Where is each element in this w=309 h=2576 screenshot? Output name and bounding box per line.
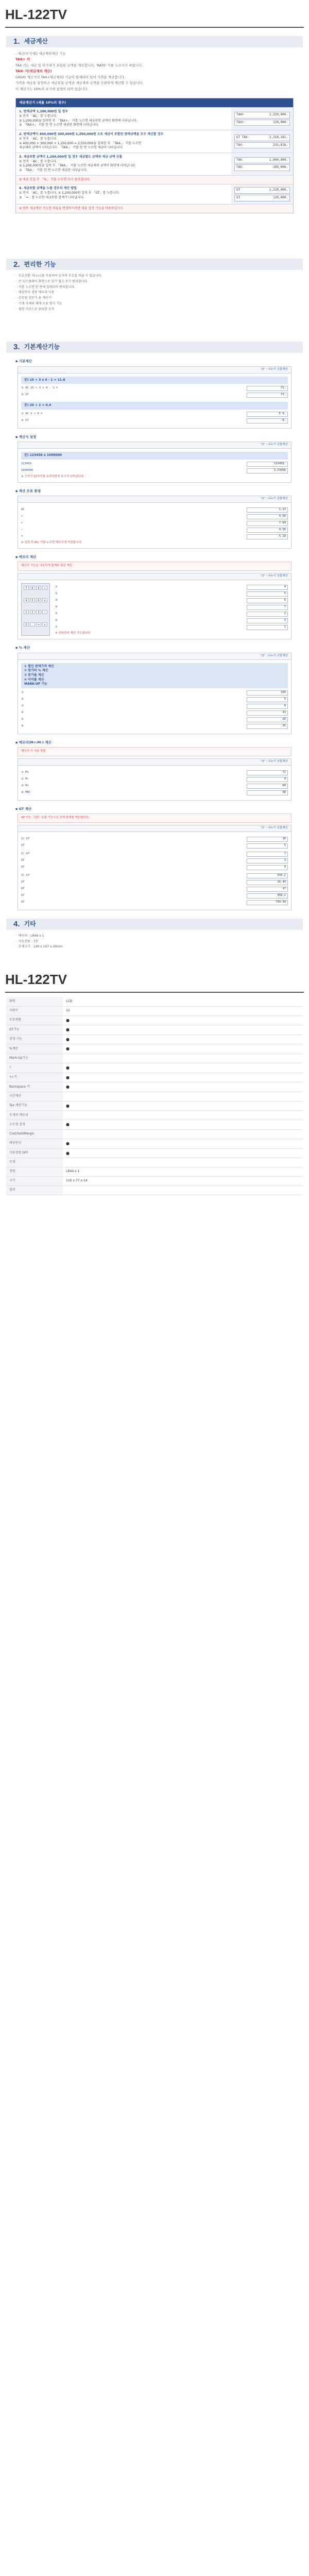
example-percent: "2" : 나누기 선불계산 ① 할인 판매가격 계산 ② 원가의 % 계산 ③ 증가율 계산 ④ 이익률 계산 MARK-UP 기능 ① 100 ② 5 ③ 8 ④ 43 ⑤ 20 ⑥ 35 bbox=[18, 653, 291, 734]
calc-note: ※ 세금 산출 후 「%」 키를 누르면 다시 돌아갑니다. bbox=[16, 175, 293, 184]
example-heading: 3. 세금포함 금액이 1,200,000원 일 경우 세금별도 금액과 세금 금액 산출 bbox=[19, 155, 123, 159]
tax-plus-label: TAX+ 키 bbox=[15, 57, 30, 62]
tax-example-2 bbox=[16, 130, 293, 152]
example-step: ① 먼저 「AC」를 누릅니다. bbox=[19, 137, 57, 141]
section-number: 3. bbox=[13, 343, 20, 352]
display-readout: 3 bbox=[247, 618, 288, 623]
example-step: ③ 「TAX-」 키를 한 번 누르면 세금만 나타납니다. bbox=[19, 168, 88, 172]
key-sequence: AC bbox=[21, 508, 25, 512]
key-sequence: ② GT bbox=[21, 393, 29, 397]
section-number: 4. bbox=[13, 920, 20, 929]
example-step: ② 1,200,000원을 입력 후 「TAX-」 키를 누르면 세금제외 금액이 화면에 나타납니다. bbox=[19, 164, 136, 168]
section-1-header bbox=[6, 36, 303, 47]
table-row: 두개의 메모리 bbox=[6, 1111, 303, 1120]
example-basic bbox=[18, 366, 291, 429]
table-row: 자동전원 OFF ● bbox=[6, 1148, 303, 1158]
display-readout: 71. bbox=[247, 386, 288, 391]
key-sequence: ① AC 2 ÷ 0 = bbox=[21, 412, 43, 415]
display-readout: 4 bbox=[247, 585, 288, 590]
table-row: Backspace 키 ● bbox=[6, 1082, 303, 1092]
display-readout: 60 bbox=[247, 784, 288, 789]
table-row: 컬러 bbox=[6, 1186, 303, 1195]
table-row: Mark-Up기능 bbox=[6, 1054, 303, 1063]
list-item: · 부호전환 키(+/-)를 사용하여 숫자의 부호를 바꿀 수 있습니다. bbox=[15, 274, 294, 279]
problem-title: 문) 20 + 2 = 0.4 bbox=[21, 402, 288, 410]
display-readout: TAX- 109,090. bbox=[234, 164, 290, 171]
section-title: 편리한 기능 bbox=[24, 260, 56, 268]
example-memory: "2" : 나누기 선불계산 7 8 9 ÷ 4 5 6 × 1 2 3 − 0 . = + ① 4 ② 5 ③ 6 ④ 7 ⑤ 2 ⑥ 3 ⑦ 1 ※ 연속하여 계산 가능합니다. bbox=[18, 573, 291, 639]
display-readout: 6 bbox=[247, 598, 288, 603]
display-readout: TAX+ 1,320,000. bbox=[234, 112, 290, 118]
display-readout: 16 bbox=[247, 837, 288, 842]
example-step: ③ 「TAX+」 키를 한 번 누르면 세금만 화면에 나타납니다. bbox=[19, 123, 99, 127]
example-step: ① 먼저 「AC」를 누릅니다. bbox=[19, 114, 57, 118]
example-step: ① 먼저 「AC」를 누릅니다. bbox=[19, 159, 57, 163]
example-step: ② 400,000 + 300,000 + 1,250,000 = 2,550,000을 입력한 후 「TAX-」 키를 누르면 bbox=[19, 141, 142, 145]
subsection-title: ▪ 계산식 설정 bbox=[15, 435, 294, 439]
display-readout: E 0. bbox=[247, 412, 288, 417]
tax-calc-box bbox=[15, 98, 294, 213]
display-readout: 98 bbox=[247, 790, 288, 795]
list-item: · 본체크기 : 140 x 107 x 20mm bbox=[15, 945, 294, 950]
tax-example-4 bbox=[16, 184, 293, 204]
example-error bbox=[18, 496, 291, 549]
section-4-header bbox=[6, 919, 303, 930]
display-readout: 934.2 bbox=[247, 873, 288, 878]
section-title: 세금계산 bbox=[24, 38, 48, 45]
display-readout: 5.10 bbox=[247, 534, 288, 539]
keypad-illustration: 7 8 9 ÷ 4 5 6 × 1 2 3 − 0 . = + bbox=[21, 583, 50, 636]
display-readout: GT 120,000. bbox=[234, 195, 290, 201]
example-label: "2" : 나누기 선불계산 bbox=[18, 573, 291, 580]
product-title: HL-122TV bbox=[5, 7, 67, 22]
subsection-title: ▪ % 계산 bbox=[15, 646, 294, 650]
list-item: · 키를 누르면 한 번에 입력되어 편리합니다. bbox=[15, 285, 294, 290]
key-sequence: 1000000 bbox=[21, 468, 33, 472]
tax-minus-desc: CASIO 계산기의 TAX-(세금제외) 기능이 탑재되어 있어 가격을 계산합니다. bbox=[15, 75, 126, 79]
key-sequence: + bbox=[21, 515, 23, 518]
key-sequence: − bbox=[21, 528, 23, 532]
key-sequence: = bbox=[21, 535, 23, 538]
display-readout: -8. bbox=[247, 418, 288, 423]
tax-example-1 bbox=[16, 107, 293, 130]
display-readout: 2 bbox=[247, 612, 288, 617]
table-row: Tax 계산기능 ● bbox=[6, 1101, 303, 1111]
example-memory-keys: "2" : 나누기 선불계산 ① M+ 72 ② M− 9 ③ M+ 60 ④ MRC 98 bbox=[18, 758, 291, 801]
problem-title: 문) 123456 x 1000000 bbox=[21, 452, 288, 460]
subsection-title: ▪ 기본계산 bbox=[15, 359, 294, 364]
list-item: · 배터리 : LR44 x 1 bbox=[15, 934, 294, 939]
display-readout: 8 bbox=[247, 704, 288, 709]
example-step: ③ 「=」를 누르면 세금포함 합계가 나타납니다. bbox=[19, 195, 84, 199]
calc-note: ※ 연속 세금계산 가능한 세율을 변경하시려면 세율 설정 기능을 이용하십시오. bbox=[16, 204, 293, 213]
title-divider bbox=[5, 992, 304, 993]
section-3-header bbox=[6, 342, 303, 353]
display-readout: TAX- 231,818. bbox=[234, 142, 290, 149]
table-row: Cost/Sell/Margin bbox=[6, 1129, 303, 1139]
display-readout: 35 bbox=[247, 724, 288, 729]
example-step: ① 먼저 「AC」를 누릅니다. ② 1,200,000원 입력 후 「GT」를 누릅니다. bbox=[19, 191, 120, 195]
display-readout: 20 bbox=[247, 717, 288, 722]
subsection-title: ▪ 메모리(M+/M-) 계산 bbox=[15, 740, 294, 745]
display-readout: 958.2 bbox=[247, 893, 288, 899]
memo-box: GT 키는 그랜드 토탈 기능으로 전체 합계를 계산합니다. bbox=[18, 814, 291, 823]
display-readout: 123456. bbox=[247, 462, 288, 467]
list-item: · 기계 자체의 체계 오류 방지 기능 bbox=[15, 302, 294, 307]
table-row: 시간계산 bbox=[6, 1092, 303, 1101]
display-readout: 799.99 bbox=[247, 900, 288, 905]
example-note: ※ 연속하여 계산 가능합니다. bbox=[55, 632, 92, 635]
display-readout: GT TAX- 2,318,181. bbox=[234, 134, 290, 141]
tax-note: 가격을 세금을 설정하고 세금포함 금액과 세금제외 금액을 간편하게 계산할 수 있습니다. bbox=[15, 81, 144, 86]
example-label: "2" : 나누기 선불계산 bbox=[18, 759, 291, 766]
display-readout: GT 1,320,000. bbox=[234, 187, 290, 194]
display-readout: 1 bbox=[247, 625, 288, 630]
display-readout: 4.56 bbox=[247, 528, 288, 533]
feature-list bbox=[15, 274, 294, 312]
example-label: "2" : 나누기 선불계산 bbox=[18, 496, 291, 503]
display-readout: 71. bbox=[247, 393, 288, 398]
example-label: "2" : 나누기 선불계산 bbox=[18, 442, 291, 449]
display-readout: 9 bbox=[247, 777, 288, 782]
table-row: 정정 기능 ● bbox=[6, 1035, 303, 1044]
display-readout: 16.49 bbox=[247, 880, 288, 885]
example-heading: 1. 판매금액 1,200,000원 일 경우 bbox=[19, 110, 68, 114]
example-heading: 4. 세금포함 금액을 누를 경우의 계산 방법 bbox=[19, 187, 77, 191]
key-sequence: 123456 bbox=[21, 462, 31, 465]
subsection-title: ▪ GT 계산 bbox=[15, 807, 294, 811]
display-readout: 43 bbox=[247, 710, 288, 716]
problem-list: ① 할인 판매가격 계산 ② 원가의 % 계산 ③ 증가율 계산 ④ 이익률 계산 MARK-UP 기능 bbox=[21, 663, 288, 688]
table-row: 자릿수 12 bbox=[6, 1006, 303, 1015]
table-row: √ ● bbox=[6, 1063, 303, 1073]
display-readout: 9 bbox=[247, 865, 288, 870]
memo-box: 메모리 키 사용 방법 bbox=[18, 747, 291, 756]
display-readout: 1.23 bbox=[247, 507, 288, 513]
table-row: 화면 LCD bbox=[6, 997, 303, 1006]
display-readout: TAX- 1,090,909. bbox=[234, 157, 290, 164]
section-number: 2. bbox=[13, 260, 20, 269]
list-item: · 큰 디스플레이 화면으로 읽기 쉽고 보기 편리합니다. bbox=[15, 280, 294, 284]
display-readout: 5 bbox=[247, 697, 288, 702]
misc-list bbox=[15, 934, 294, 950]
spec-title: HL-122TV bbox=[5, 972, 67, 988]
memo-box: 메모리 기능을 사용하여 합계와 평균 계산 bbox=[18, 562, 291, 571]
section-title: 기타 bbox=[24, 920, 36, 928]
table-row: 크기 110 x 77 x 14 bbox=[6, 1177, 303, 1186]
example-step: 세금제외 금액이 나타납니다. 「TAX-」 키를 한 번 누르면 세금이 나타납니다. bbox=[19, 146, 124, 150]
key-sequence: ① AC 15 + 3 x 4 - 1 = bbox=[21, 386, 58, 390]
display-readout: 2 bbox=[247, 858, 288, 863]
table-row: 부호변환 ● bbox=[6, 1015, 303, 1025]
intro-text: - 세금(부가세)/ 세금제외계산 기능 bbox=[15, 52, 66, 56]
example-label: "2" : 나누기 선불계산 bbox=[18, 367, 291, 374]
table-row: 무게 bbox=[6, 1158, 303, 1167]
example-note: ※ 입력 후 M+ 키를 누르면 메모리에 저장됩니다. bbox=[21, 541, 82, 545]
display-readout: 100 bbox=[247, 690, 288, 696]
table-row: 소수점 설정 ● bbox=[6, 1120, 303, 1130]
example-gt: "2" : 나누기 선불계산 1) GT 16 GT 5 2) GT 7 GT 2 GT 9 3) GT 934.2 GT 16.49 GT 17 GT 958.2 GT 799.99 bbox=[18, 825, 291, 910]
section-title: 기본계산기능 bbox=[24, 343, 60, 351]
example-note: ※ 숫자가 12자리를 초과하면 E 표시가 나타납니다. bbox=[21, 474, 84, 478]
subsection-title: ▪ 메모리 계산 bbox=[15, 555, 294, 560]
title-divider bbox=[5, 27, 304, 28]
display-readout: 7 bbox=[247, 605, 288, 610]
display-readout: 1.23456 bbox=[247, 468, 288, 473]
key-sequence: + bbox=[21, 521, 23, 525]
display-readout: 7.89 bbox=[247, 521, 288, 526]
tax-example-3 bbox=[16, 152, 293, 175]
calc-box-title: 세금계산기 (세율 10%의 경우) bbox=[16, 98, 293, 107]
table-row: 태양전지 ● bbox=[6, 1139, 303, 1148]
problem-title: 문) 15 + 3 x 4 - 1 = 11.6 bbox=[21, 377, 288, 384]
display-readout: 72 bbox=[247, 770, 288, 775]
display-readout: TAX+ 120,000. bbox=[234, 120, 290, 126]
section-number: 1. bbox=[13, 37, 20, 46]
example-label: "2" : 나누기 선불계산 bbox=[18, 825, 291, 832]
subsection-title: ▪ 계산 오류 발생 bbox=[15, 489, 294, 494]
tax-minus-label: TAX- 키(세금제외 계산) bbox=[15, 69, 52, 74]
key-sequence: ② GT bbox=[21, 418, 29, 422]
display-readout: 5 bbox=[247, 843, 288, 849]
table-row: %계산 ● bbox=[6, 1044, 303, 1054]
example-step: ② 1,200,000을 입력한 후 「TAX+」 키를 누르면 세금포함 금액이 화면에 나타납니다. bbox=[19, 118, 138, 123]
table-row: 전원 LR44 x 1 bbox=[6, 1167, 303, 1177]
list-item: · 평면 키보드로 편리한 조작 bbox=[15, 308, 294, 312]
tax-note-2: 이 계산기는 10%의 부가세 설정이 되어 있습니다. bbox=[15, 87, 89, 91]
list-item: · 공무원 전문가 용 계산기 bbox=[15, 296, 294, 301]
tax-plus-desc: TAX 키는 세금 및 부가세가 포함된 금액을 계산합니다. 'RATE' 키를 누르시기 바랍니다. bbox=[15, 63, 143, 67]
display-readout: 4.56 bbox=[247, 514, 288, 519]
list-item: · 자동전원 : 7분 bbox=[15, 940, 294, 944]
tax-intro bbox=[15, 52, 294, 92]
table-row: +/-키 ● bbox=[6, 1073, 303, 1082]
table-row: GT기능 ● bbox=[6, 1025, 303, 1035]
display-readout: 17 bbox=[247, 887, 288, 892]
display-readout: 5 bbox=[247, 591, 288, 597]
section-2-header bbox=[6, 259, 303, 270]
list-item: · 태양전지 겸용 배터리 사용 bbox=[15, 291, 294, 295]
example-label: "2" : 나누기 선불계산 bbox=[18, 653, 291, 660]
display-readout: 7 bbox=[247, 852, 288, 857]
example-formula bbox=[18, 442, 291, 483]
example-heading: 2. 판매금액이 400,000원 300,000원 1,250,000원 으로 세금이 포함된 판매금액을 모두 계산할 경우 bbox=[19, 132, 164, 137]
spec-table bbox=[6, 997, 303, 1195]
